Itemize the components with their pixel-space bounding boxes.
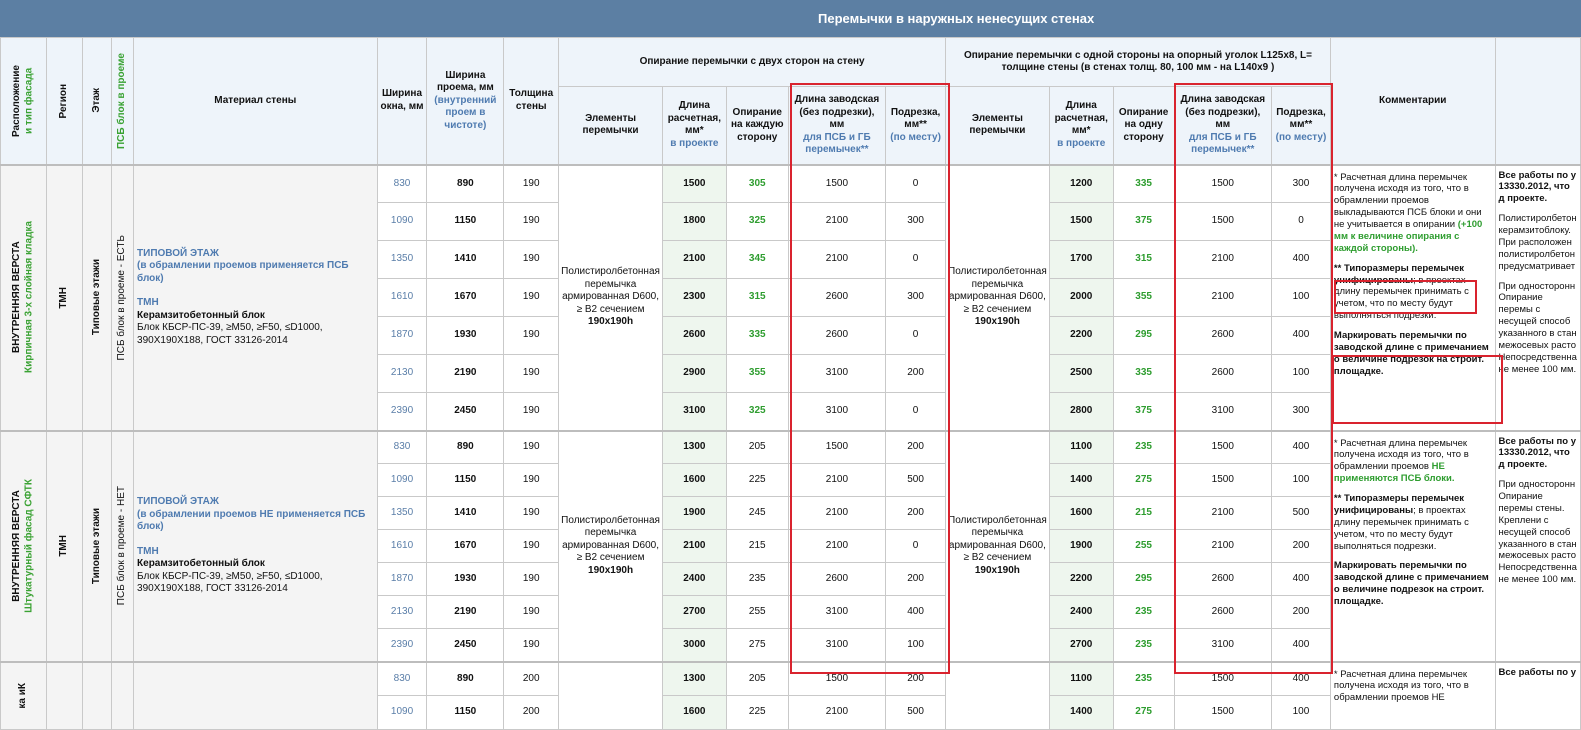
group-right-notes: Все работы по у 13330.2012, что д проекте. При односторонн Опирание перемы стены. Креплени с несущей способ указанного в стан межосевых расто Непосредственна не менее 100 мм. xyxy=(1495,431,1580,662)
group-comment: * Расчетная длина перемычек получена исходя из того, что в обрамлении проемов НЕ применяются ПСБ блоки. ** Типоразмеры перемычек унифицированы; в проектах длину перемычек принимать с учетом, что по месту будут выполняться подрезки. Маркировать перемычки по заводской длине с примечанием о величине подрезок на строит. площадке. xyxy=(1330,431,1495,662)
group-material: ТИПОВОЙ ЭТАЖ (в обрамлении проемов применяется ПСБ блок) ТМН Керамзитобетонный блок Блок КБСР-ПС-39, ≥M50, ≥F50, ≤D1000, 390X190X188, ГОСТ 33126-2014 xyxy=(134,165,378,431)
group-element-two: Полистиролбетонная перемычка армированная D600, ≥ B2 сечением 190x190h xyxy=(559,431,663,662)
header-extra xyxy=(1495,38,1580,165)
group-comment: * Расчетная длина перемычек получена исходя из того, что в обрамлении проемов выкладываются ПСБ блоки и они не учитывается в опирании (+100 мм к величине опирания с каждой стороны). ** Типоразмеры перемычек унифицированы; в проектах длину перемычек принимать с учетом, что по месту будут выполняться подрезки. Маркировать перемычки по заводской длине с примечанием о величине подрезок на строит. площадке. xyxy=(1330,165,1495,431)
header-cut-one: Подрезка, мм** (по месту) xyxy=(1272,87,1331,165)
table-row: 1350 1410 190 2100 345 2100 0 1700 315 2100 400 xyxy=(1,241,1581,279)
group-right-notes: Все работы по у xyxy=(1495,662,1580,730)
title-banner xyxy=(0,0,1581,37)
table-row: ВНУТРЕННЯЯ ВЕРСТА Кирпичная 3-х слойная кладка ТМН Типовые этажи ПСБ блок в проеме - ЕСТЬ ТИПОВОЙ ЭТАЖ (в обрамлении проемов применяется ПСБ блок) ТМН Керамзитобетонный блок Блок КБСР-ПС-39, ≥M50, ≥F50, ≤D1000, 390X190X188, ГОСТ 33126-2014 830 890 190 Полистиролбетонная перемычка армированная D600, ≥ B2 сечением 190x190h 1500 305 1500 0 Полистиролбетонная перемычка армированная D600, ≥ B2 сечением 190x190h 1200 335 1500 300 * Расчетная длина перемычек получена исходя из того, что в обрамлении проемов выкладываются ПСБ блоки и они не учитывается в опирании (+100 мм к величине опирания с каждой стороны). ** Типоразмеры перемычек унифицированы; в проектах длину перемычек принимать с учетом, что по месту будут выполняться подрезки. Маркировать перемычки по заводской длине с примечанием о величине подрезок на строит. площадке. Все работы по у 13330.2012, что д проекте. Полистиролбетон керамзитоблоку. При расположен полистиролбетон предусматривает При односторонн Опирание перемы с несущей способ указанного в стан межосевых расто Непосредственна не менее 100 мм. xyxy=(1,165,1581,203)
header-floor: Этаж xyxy=(83,38,112,165)
group-material: ТИПОВОЙ ЭТАЖ (в обрамлении проемов НЕ применяется ПСБ блок) ТМН Керамзитобетонный блок Блок КБСР-ПС-39, ≥M50, ≥F50, ≤D1000, 390X190X188, ГОСТ 33126-2014 xyxy=(134,431,378,662)
group-psb: ПСБ блок в проеме - ЕСТЬ xyxy=(112,165,134,431)
header-region: Регион xyxy=(46,38,83,165)
table-row: 1870 1930 190 2600 335 2600 0 2200 295 2600 400 xyxy=(1,317,1581,355)
table-row: 1870 1930 190 2400 235 2600 200 2200 295 2600 400 xyxy=(1,563,1581,596)
table-row: 2390 2450 190 3000 275 3100 100 2700 235 3100 400 xyxy=(1,629,1581,662)
header-support-one: Опирание на одну сторону xyxy=(1113,87,1174,165)
group-psb: ПСБ блок в проеме - НЕТ xyxy=(112,431,134,662)
table-row: 1090 1150 190 1800 325 2100 300 1500 375 1500 0 xyxy=(1,203,1581,241)
table-row: ВНУТРЕННЯЯ ВЕРСТА Штукатурный фасад СФТК ТМН Типовые этажи ПСБ блок в проеме - НЕТ ТИПОВОЙ ЭТАЖ (в обрамлении проемов НЕ применяется ПСБ блок) ТМН Керамзитобетонный блок Блок КБСР-ПС-39, ≥M50, ≥F50, ≤D1000, 390X190X188, ГОСТ 33126-2014 830 890 190 Полистиролбетонная перемычка армированная D600, ≥ B2 сечением 190x190h 1300 205 1500 200 Полистиролбетонная перемычка армированная D600, ≥ B2 сечением 190x190h 1100 235 1500 400 * Расчетная длина перемычек получена исходя из того, что в обрамлении проемов НЕ применяются ПСБ блоки. ** Типоразмеры перемычек унифицированы; в проектах длину перемычек принимать с учетом, что по месту будут выполняться подрезки. Маркировать перемычки по заводской длине с примечанием о величине подрезок на строит. площадке. Все работы по у 13330.2012, что д проекте. При односторонн Опирание перемы стены. Креплени с несущей способ указанного в стан межосевых расто Непосредственна не менее 100 мм. xyxy=(1,431,1581,464)
header-comments: Комментарии xyxy=(1330,38,1495,165)
header-elements-one: Элементы перемычки xyxy=(946,87,1050,165)
header-support-each: Опирание на каждую сторону xyxy=(726,87,788,165)
header-elements-two: Элементы перемычки xyxy=(559,87,663,165)
group-location: ВНУТРЕННЯЯ ВЕРСТА Кирпичная 3-х слойная кладка xyxy=(1,165,47,431)
header-window-width: Ширина окна, мм xyxy=(377,38,427,165)
table-row: 1610 1670 190 2100 215 2100 0 1900 255 2100 200 xyxy=(1,530,1581,563)
header-design-len-two: Длина расчетная, мм* в проекте xyxy=(662,87,726,165)
lintel-table xyxy=(0,37,1581,730)
page-title: Перемычки в наружных ненесущих стенах xyxy=(818,11,1095,26)
header-design-len-one: Длина расчетная, мм* в проекте xyxy=(1049,87,1113,165)
group-floor: Типовые этажи xyxy=(83,431,112,662)
group-location: ВНУТРЕННЯЯ ВЕРСТА Штукатурный фасад СФТК xyxy=(1,431,47,662)
group-element-two: Полистиролбетонная перемычка армированная D600, ≥ B2 сечением 190x190h xyxy=(559,165,663,431)
table-row: 2130 2190 190 2700 255 3100 400 2400 235 2600 200 xyxy=(1,596,1581,629)
table-row: 1090 1150 200 1600 225 2100 500 1400 275 1500 100 xyxy=(1,696,1581,730)
header-wall-thickness: Толщина стены xyxy=(504,38,559,165)
group-region: ТМН xyxy=(46,165,83,431)
group-element-one: Полистиролбетонная перемычка армированная D600, ≥ B2 сечением 190x190h xyxy=(946,431,1050,662)
table-row: 2390 2450 190 3100 325 3100 0 2800 375 3100 300 xyxy=(1,393,1581,431)
table-row: 1090 1150 190 1600 225 2100 500 1400 275 1500 100 xyxy=(1,464,1581,497)
group-region: ТМН xyxy=(46,431,83,662)
group-right-notes: Все работы по у 13330.2012, что д проекте. Полистиролбетон керамзитоблоку. При расположен полистиролбетон предусматривает При односторонн Опирание перемы с несущей способ указанного в стан межосевых расто Непосредственна не менее 100 мм. xyxy=(1495,165,1580,431)
group-comment: * Расчетная длина перемычек получена исходя из того, что в обрамлении проемов НЕ xyxy=(1330,662,1495,730)
group-element-one: Полистиролбетонная перемычка армированная D600, ≥ B2 сечением 190x190h xyxy=(946,165,1050,431)
header-psb: ПСБ блок в проеме xyxy=(112,38,134,165)
header-location: Расположение и тип фасада xyxy=(1,38,47,165)
table-row: 2130 2190 190 2900 355 3100 200 2500 335 2600 100 xyxy=(1,355,1581,393)
table-row: 1610 1670 190 2300 315 2600 300 2000 355 2100 100 xyxy=(1,279,1581,317)
table-row: 1350 1410 190 1900 245 2100 200 1600 215 2100 500 xyxy=(1,497,1581,530)
header-material: Материал стены xyxy=(134,38,378,165)
header-opening-width: Ширина проема, мм (внутренний проем в чистоте) xyxy=(427,38,504,165)
header-factory-len-two: Длина заводская (без подрезки), мм для ПСБ и ГБ перемычек** xyxy=(788,87,885,165)
table-row: ка иК 830 890 200 1300 205 1500 200 1100 235 1500 400 * Расчетная длина перемычек получена исходя из того, что в обрамлении проемов НЕ Все работы по у xyxy=(1,662,1581,696)
group-location: ка иК xyxy=(1,662,47,730)
header-group-one-side: Опирание перемычки с одной стороны на опорный уголок L125x8, L= толщине стены (в стенах толщ. 80, 100 мм - на L140x9 ) xyxy=(946,38,1331,87)
group-floor: Типовые этажи xyxy=(83,165,112,431)
header-group-two-side: Опирание перемычки с двух сторон на стену xyxy=(559,38,946,87)
header-factory-len-one: Длина заводская (без подрезки), мм для ПСБ и ГБ перемычек** xyxy=(1174,87,1271,165)
header-cut-two: Подрезка, мм** (по месту) xyxy=(886,87,946,165)
